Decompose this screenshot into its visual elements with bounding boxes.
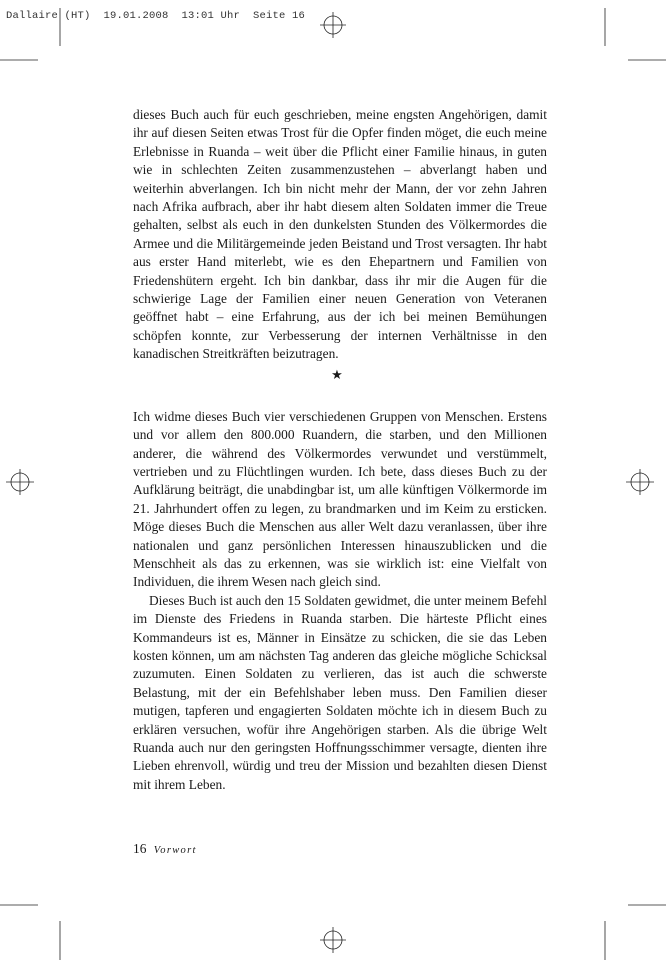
- paragraph: dieses Buch auch für euch geschrieben, meine engsten Angehörigen, damit ihr auf diesen Seiten etwas Trost für die Opfer finden möget, die euch meine Erlebnisse in Ruanda – weit über die Pflicht einer Familie hinaus, in guten wie in schlechten Zeiten zusammenzustehen – abverlangt haben und weiterhin abverlangen. Ich bin nicht mehr der Mann, der vor zehn Jahren nach Afrika aufbrach, aber ihr habt diesem alten Soldaten immer die Treue gehalten, selbst als euch in den dunkelsten Stunden des Völkermordes die Armee und die Militärgemeinde jeden Beistand und Trost versagten. Ihr habt aus erster Hand miterlebt, wie es den Ehepartnern und Familien von Friedenshütern ergeht. Ich bin dankbar, dass ihr mir die Augen für die schwierige Lage der Familien einer neuen Generation von Veteranen geöffnet habt – eine Erfahrung, aus der ich bei meinen Bemühungen schöpfen konnte, zur Verbesserung der internen Verhältnisse in den kanadischen Streitkräften beizutragen.: [133, 107, 547, 362]
- print-slug: Dallaire (HT) 19.01.2008 13:01 Uhr Seite 16: [6, 10, 306, 22]
- page-number: 16: [133, 841, 147, 856]
- registration-mark-right: [626, 469, 654, 495]
- page-footer: [133, 840, 197, 860]
- registration-mark-top: [320, 12, 346, 38]
- registration-mark-bottom: [320, 927, 346, 953]
- section-separator: ★: [331, 366, 343, 382]
- section-title: Vorwort: [153, 845, 197, 856]
- registration-mark-left: [6, 469, 34, 495]
- body-text: [133, 106, 547, 794]
- paragraph: Ich widme dieses Buch vier verschiedenen Gruppen von Menschen. Erstens und vor allem den 800.000 Ruandern, die starben, und den Millionen anderer, die während des Völkermordes verwundet und verstümmelt, vertrieben und zu Flüchtlingen wurden. Ich bete, dass dieses Buch zu der Aufklärung beiträgt, die unabdingbar ist, um alle künftigen Völkermorde im 21. Jahrhundert offen zu legen, zu brandmarken und im Keim zu ersticken. Möge dieses Buch die Menschen aus aller Welt dazu veranlassen, über ihre nationalen und ganz persönlichen Interessen hinauszublicken und die Menschheit als das zu erkennen, was sie wirklich ist: eine Vielfalt von Individuen, die ihrem Wesen nach gleich sind.: [133, 408, 547, 590]
- paragraph: Dieses Buch ist auch den 15 Soldaten gewidmet, die unter meinem Befehl im Dienste des Friedens in Ruanda starben. Die härteste Pflicht eines Kommandeurs ist es, Männer in Einsätze zu schicken, die sie das Leben kosten können, um am nächsten Tag anderen das gleiche mögliche Schicksal zuzumuten. Einen Soldaten zu verlieren, das ist auch die schwerste Belastung, mit der ein Befehlshaber leben muss. Den Familien dieser mutigen, tapferen und engagierten Soldaten möchte ich in diesem Buch zu erklären versuchen, wofür ihre Angehörigen starben. Als die übrige Welt Ruanda auch nur den geringsten Hoffnungsschimmer versagte, dienten ihre Lieben ehrenvoll, würdig und treu der Mission und bezahlten diesen Dienst mit ihrem Leben.: [133, 592, 547, 792]
